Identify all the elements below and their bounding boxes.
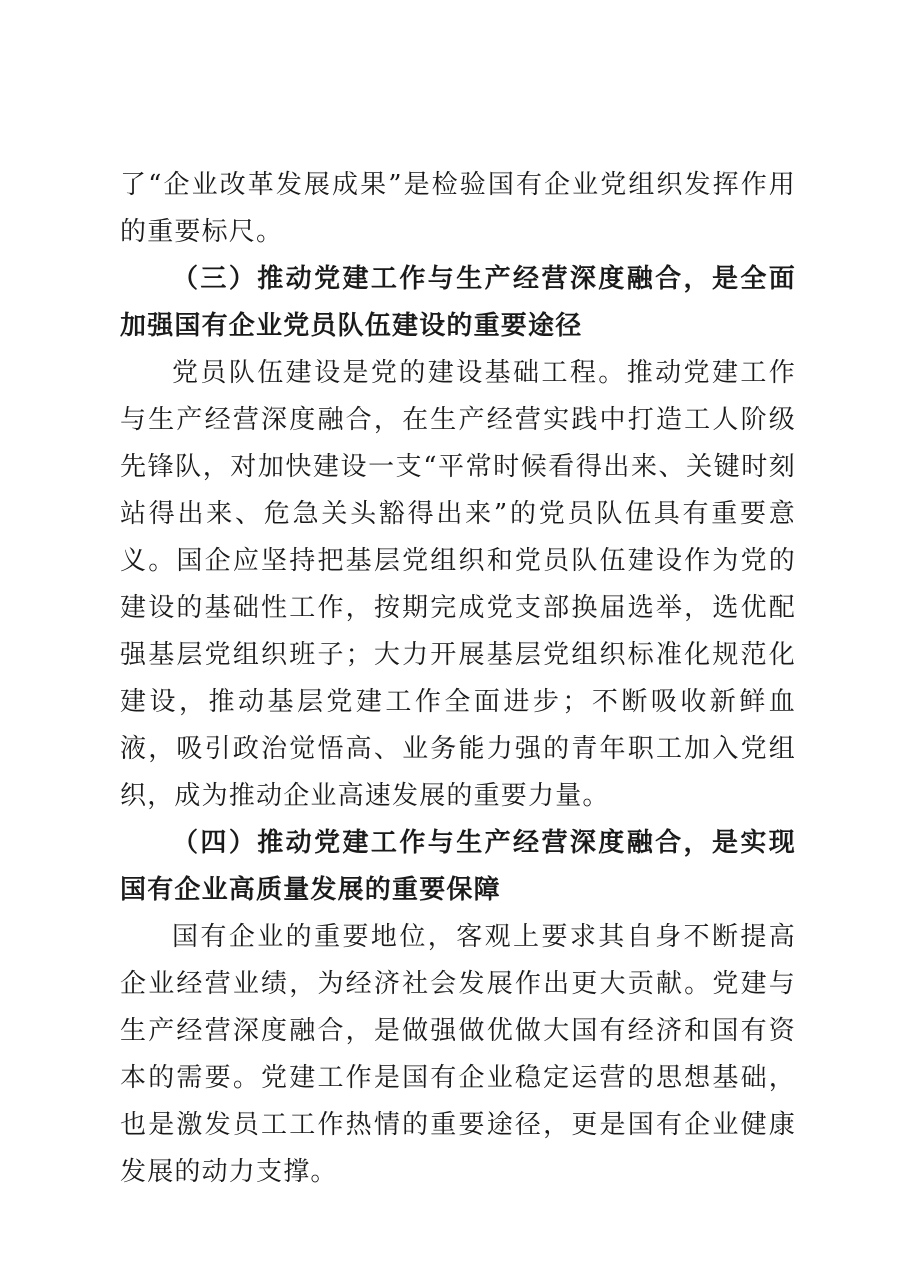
paragraph-party-member-team: 党员队伍建设是党的建设基础工程。推动党建工作与生产经营深度融合，在生产经营实践中打造工人阶级先锋队，对加快建设一支“平常时候看得出来、关键时刻站得出来、危急关头豁得出来”的党员队伍具有重要意义。国企应坚持把基层党组织和党员队伍建设作为党的建设的基础性工作，按期完成党支部换届选举，选优配强基层党组织班子；大力开展基层党组织标准化规范化建设，推动基层党建工作全面进步；不断吸收新鲜血液，吸引政治觉悟高、业务能力强的青年职工加入党组织，成为推动企业高速发展的重要力量。 [120,358,796,811]
document-body [120,162,796,1196]
section-heading-3: （三）推动党建工作与生产经营深度融合，是全面加强国有企业党员队伍建设的重要途径 [120,264,796,341]
paragraph-high-quality-development: 国有企业的重要地位，客观上要求其自身不断提高企业经营业绩，为经济社会发展作出更大贡献。党建与生产经营深度融合，是做强做优做大国有经济和国有资本的需要。党建工作是国有企业稳定运营的思想基础，也是激发员工工作热情的重要途径，更是国有企业健康发展的动力支撑。 [120,922,796,1187]
paragraph-continuation: 了“企业改革发展成果”是检验国有企业党组织发挥作用的重要标尺。 [120,170,796,247]
section-heading-4: （四）推动党建工作与生产经营深度融合，是实现国有企业高质量发展的重要保障 [120,828,796,905]
